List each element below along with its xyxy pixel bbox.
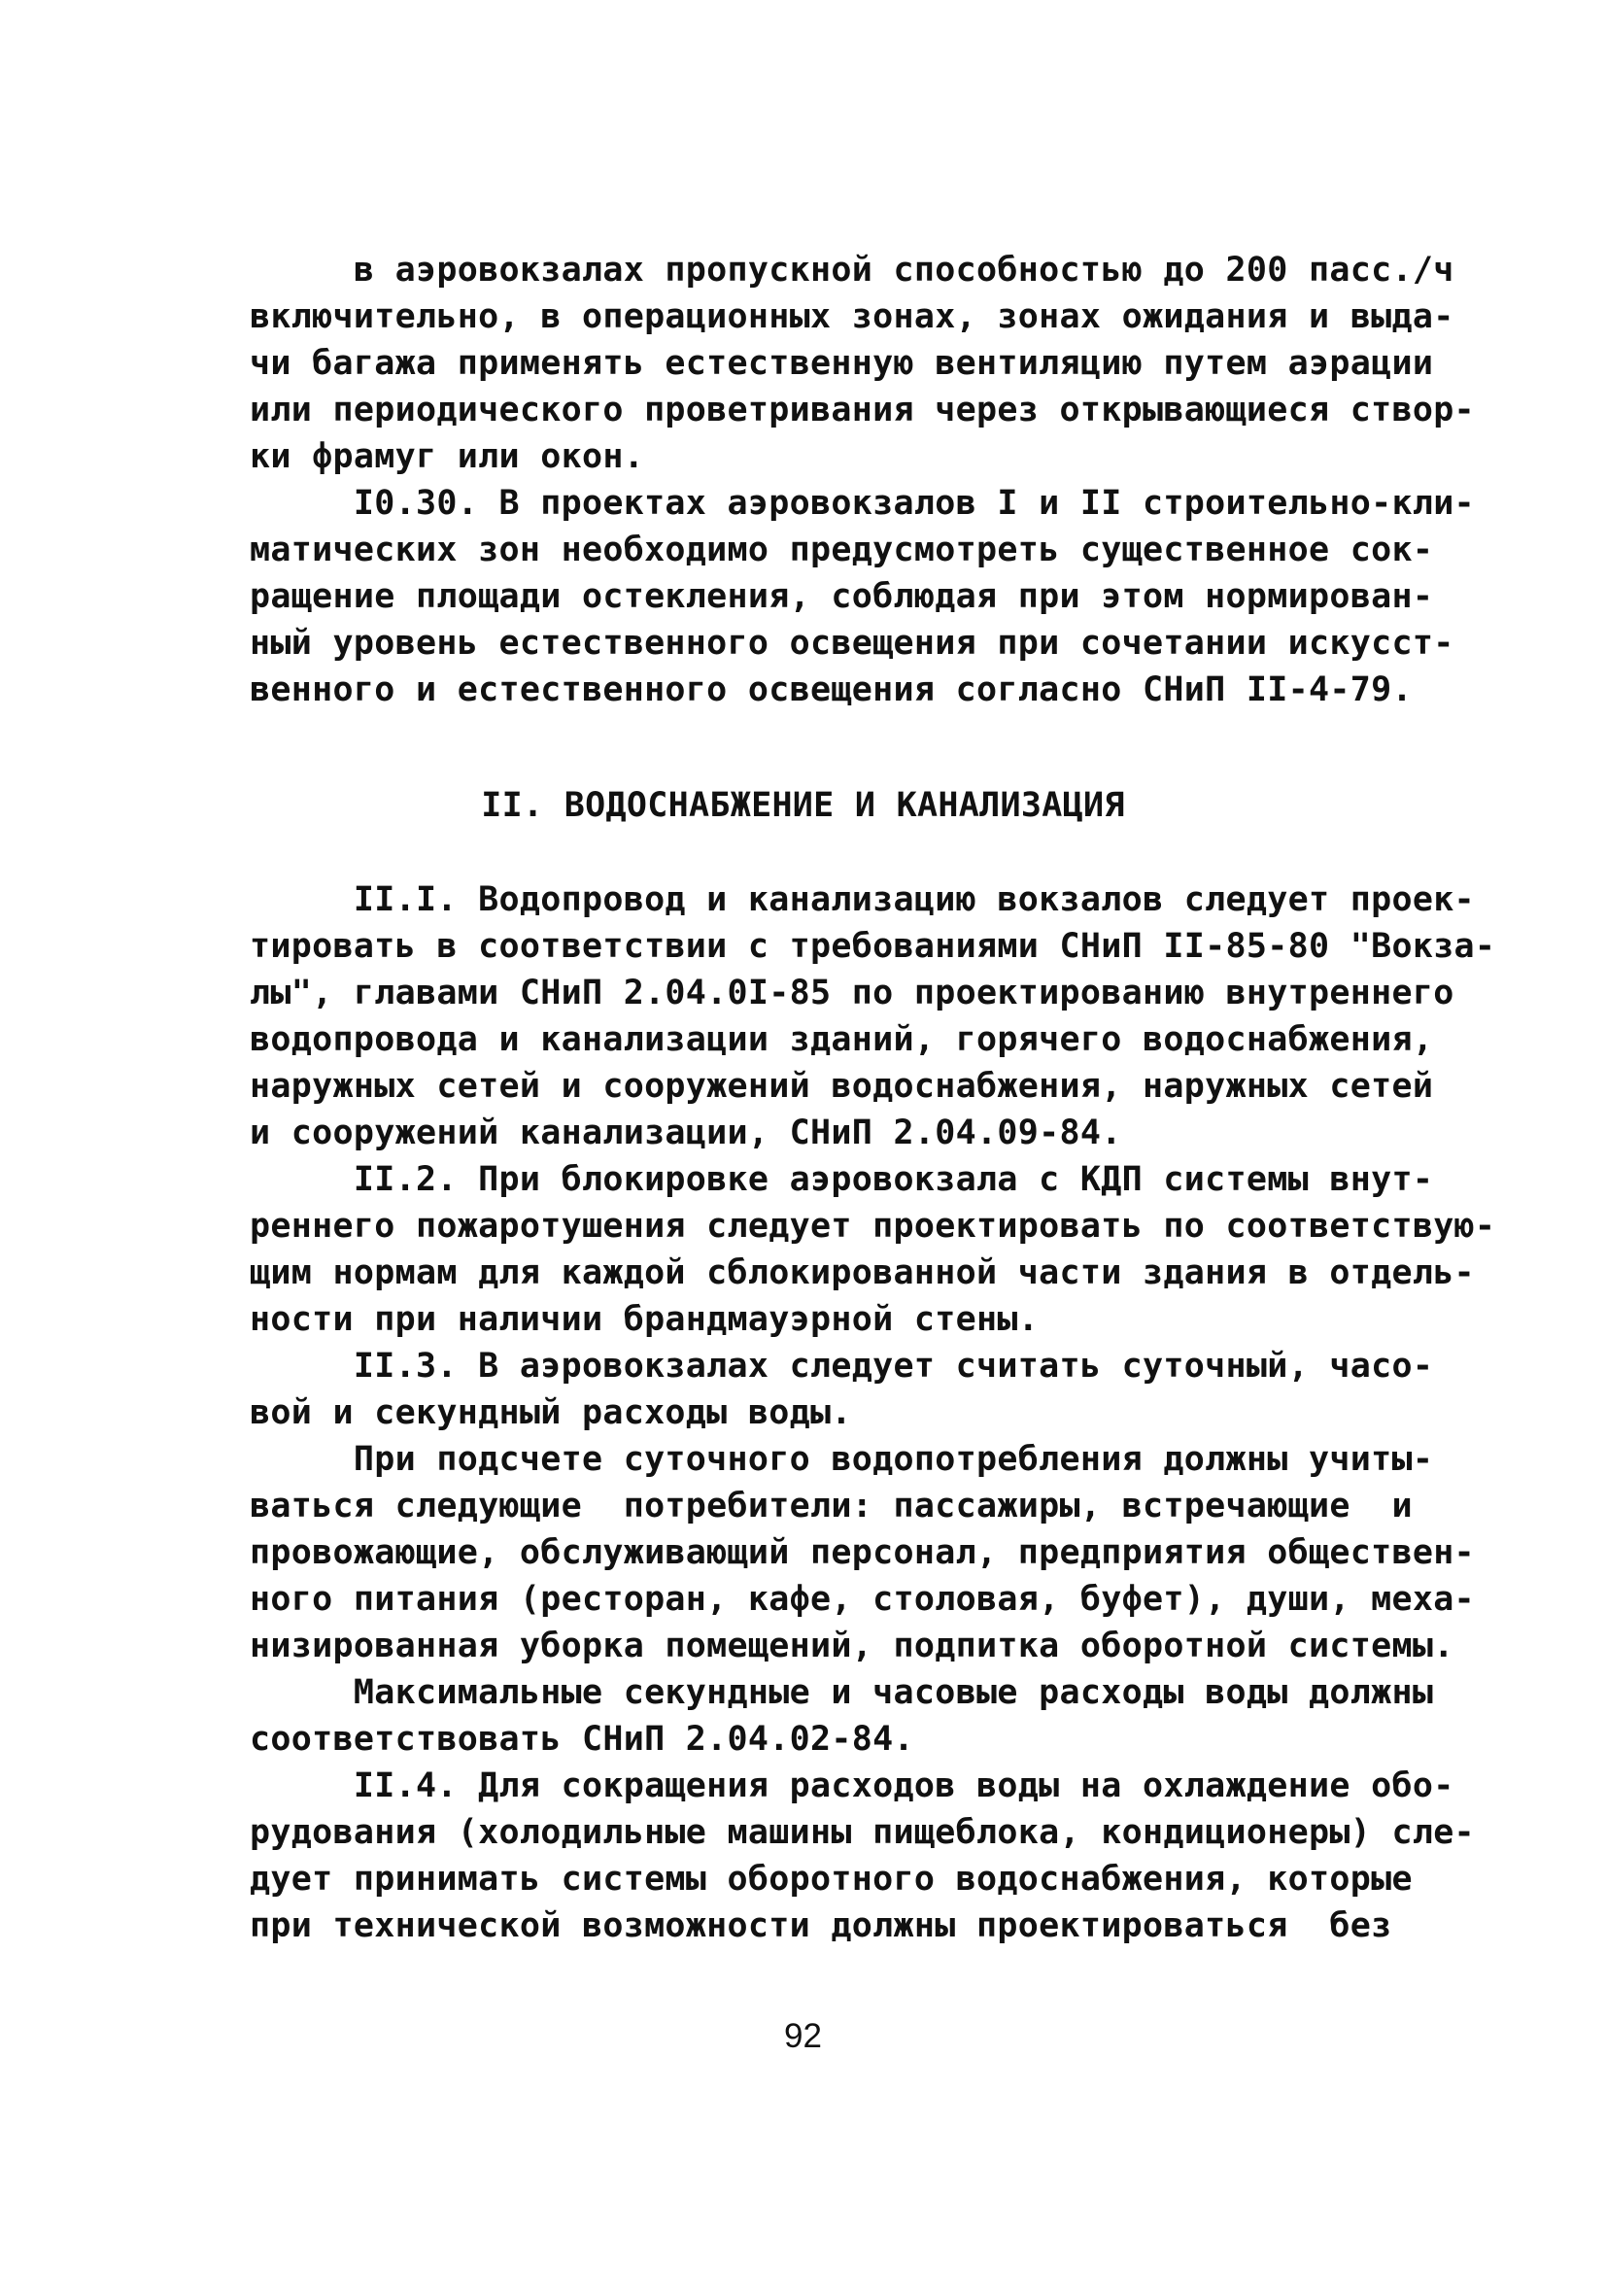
text-line: ный уровень естественного освещения при сочетании искусст- [250, 624, 1454, 663]
text-line: водопровода и канализации зданий, горячего водоснабжения, [250, 1020, 1434, 1059]
text-line: наружных сетей и сооружений водоснабжения, наружных сетей [250, 1067, 1434, 1106]
text-line: лы", главами СНиП 2.04.0I-85 по проектированию внутреннего [250, 974, 1454, 1012]
text-line: венного и естественного освещения согласно СНиП II-4-79. [250, 670, 1413, 709]
text-line: ращение площади остекления, соблюдая при этом нормирован- [250, 577, 1434, 616]
text-line: При подсчете суточного водопотребления должны учиты- [250, 1440, 1434, 1479]
text-line: I0.30. В проектах аэровокзалов I и II строительно-кли- [250, 484, 1475, 523]
text-line: вой и секундный расходы воды. [250, 1393, 852, 1432]
text-line: II.I. Водопровод и канализацию вокзалов следует проек- [250, 880, 1475, 919]
text-line: включительно, в операционных зонах, зонах ожидания и выда- [250, 297, 1454, 336]
text-line: ного питания (ресторан, кафе, столовая, буфет), души, меха- [250, 1580, 1475, 1619]
text-line: II.3. В аэровокзалах следует считать суточный, часо- [250, 1347, 1434, 1386]
text-line: при технической возможности должны проектироваться без [250, 1906, 1392, 1945]
text-line: в аэровокзалах пропускной способностью до 200 пасс./ч [250, 251, 1454, 290]
text-line: соответствовать СНиП 2.04.02-84. [250, 1720, 914, 1759]
text-line: II.4. Для сокращения расходов воды на охлаждение обо- [250, 1766, 1454, 1805]
text-line: провожающие, обслуживающий персонал, предприятия обществен- [250, 1533, 1475, 1572]
text-line: реннего пожаротушения следует проектировать по соответствую- [250, 1207, 1496, 1246]
text-line: и сооружений канализации, СНиП 2.04.09-84. [250, 1114, 1122, 1152]
page-number: 92 [784, 2017, 822, 2055]
text-line: рудования (холодильные машины пищеблока, кондиционеры) сле- [250, 1813, 1475, 1852]
text-line: ки фрамуг или окон. [250, 437, 645, 476]
text-line: чи багажа применять естественную вентиляцию путем аэрации [250, 344, 1434, 383]
section-heading: II. ВОДОСНАБЖЕНИЕ И КАНАЛИЗАЦИЯ [481, 786, 1125, 825]
text-line: низированная уборка помещений, подпитка оборотной системы. [250, 1627, 1454, 1665]
text-line: тировать в соответствии с требованиями СНиП II-85-80 "Вокза- [250, 927, 1496, 966]
text-line: ваться следующие потребители: пассажиры, встречающие и [250, 1487, 1413, 1525]
text-line: ности при наличии брандмауэрной стены. [250, 1300, 1040, 1339]
text-line: дует принимать системы оборотного водоснабжения, которые [250, 1860, 1413, 1899]
text-line: II.2. При блокировке аэровокзала с КДП системы внут- [250, 1160, 1434, 1199]
text-line: или периодического проветривания через открывающиеся створ- [250, 391, 1475, 429]
text-line: матических зон необходимо предусмотреть существенное сок- [250, 531, 1434, 569]
text-line: щим нормам для каждой сблокированной части здания в отдель- [250, 1253, 1475, 1292]
text-line: Максимальные секундные и часовые расходы воды должны [250, 1673, 1434, 1712]
